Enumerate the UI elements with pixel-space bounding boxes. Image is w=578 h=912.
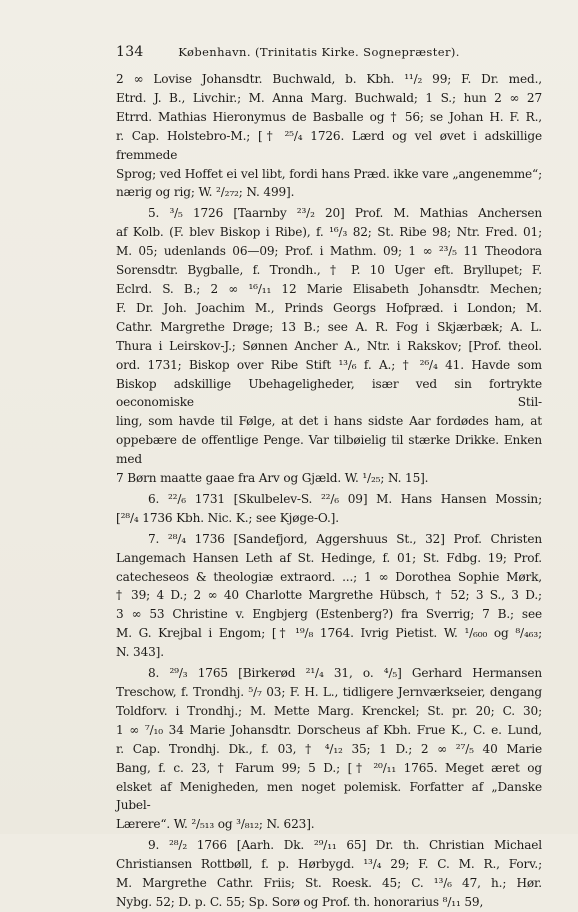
page-number: 134 xyxy=(116,44,144,60)
text-line: Nybg. 52; D. p. C. 55; Sp. Sorø og Prof. th. honorarius ⁸/₁₁ 59, xyxy=(116,894,484,909)
text-line: 7. ²⁸/₄ 1736 [Sandefjord, Aggershuus St., 32] Prof. Christen xyxy=(148,531,542,546)
page-header xyxy=(0,44,578,64)
text-line: Biskop adskillige Ubehageligheder, især ved sin fortrykte oeconomiske Stil- xyxy=(116,376,542,410)
text-line: catecheseos & theologiæ extraord. ...; 1 ∞ Dorothea Sophie Mørk, xyxy=(116,569,542,584)
text-line: Sprog; ved Hoffet ei vel libt, fordi hans Præd. ikke vare „angenemme“; xyxy=(116,166,542,181)
text-line: Eclrd. S. B.; 2 ∞ ¹⁶/₁₁ 12 Marie Elisabeth Johansdtr. Mechen; xyxy=(116,281,542,296)
text-line: elsket af Menigheden, men noget polemisk. Forfatter af „Danske Jubel- xyxy=(116,779,542,813)
text-line: M. Margrethe Cathr. Friis; St. Roesk. 45; C. ¹³/₆ 47, h.; Hør. xyxy=(116,876,542,891)
entry-4 xyxy=(116,530,542,662)
text-line: Etrd. J. B., Livchir.; M. Anna Marg. Buchwald; 1 S.; hun 2 ∞ 27 xyxy=(116,90,542,105)
text-line: Lærere“. W. ²/₅₁₃ og ³/₈₁₂; N. 623]. xyxy=(116,817,315,832)
text-line: oppebære de offentlige Penge. Var tilbøielig til stærke Drikke. Enken med xyxy=(116,433,542,467)
text-line: af Kolb. (F. blev Biskop i Ribe), f. ¹⁶/₃ 82; St. Ribe 98; Ntr. Fred. 01; xyxy=(116,225,542,240)
text-line: [²⁸/₄ 1736 Kbh. Nic. K.; see Kjøge-O.]. xyxy=(116,510,339,525)
text-line: r. Cap. Trondhj. Dk., f. 03, † ⁴/₁₂ 35; 1 D.; 2 ∞ ²⁷/₅ 40 Marie xyxy=(116,741,542,756)
text-line: Etrrd. Mathias Hieronymus de Basballe og † 56; se Johan H. F. R., xyxy=(116,109,542,124)
entry-3 xyxy=(116,490,542,528)
text-line: Thura i Leirskov-J.; Sønnen Ancher A., Ntr. i Rakskov; [Prof. theol. xyxy=(116,338,542,353)
text-line: F. Dr. Joh. Joachim M., Prinds Georgs Hofpræd. i London; M. xyxy=(116,300,542,315)
text-line: 8. ²⁹/₃ 1765 [Birkerød ²¹/₄ 31, o. ⁴/₅] Gerhard Hermansen xyxy=(148,666,542,681)
text-line: ord. 1731; Biskop over Ribe Stift ¹³/₆ f. A.; † ²⁶/₄ 41. Havde som xyxy=(116,357,542,372)
text-line: Treschow, f. Trondhj. ⁵/₇ 03; F. H. L., tidligere Jernværkseier, dengang xyxy=(116,685,542,699)
entry-1 xyxy=(116,70,542,202)
text-line: r. Cap. Holstebro-M.; [† ²⁵/₄ 1726. Lærd og vel øvet i adskillige fremmede xyxy=(116,128,542,162)
text-line: M. 05; udenlands 06—09; Prof. i Mathm. 09; 1 ∞ ²³/₅ 11 Theodora xyxy=(116,244,542,259)
entry-6 xyxy=(116,836,542,912)
text-line: 5. ³/₅ 1726 [Taarnby ²³/₂ 20] Prof. M. Mathias Anchersen xyxy=(148,206,542,221)
text-line: Cathr. Margrethe Drøge; 13 B.; see A. R. Fog i Skjærbæk; A. L. xyxy=(116,319,542,334)
entry-2 xyxy=(116,204,542,488)
text-line: N. 343]. xyxy=(116,645,164,660)
text-line: Sorensdtr. Bygballe, f. Trondh., † P. 10 Uger eft. Bryllupet; F. xyxy=(116,263,542,278)
text-line: 9. ²⁸/₂ 1766 [Aarh. Dk. ²⁹/₁₁ 65] Dr. th. Christian Michael xyxy=(148,838,542,853)
text-line: nærig og rig; W. ²/₂₇₂; N. 499]. xyxy=(116,185,295,200)
text-line: Langemach Hansen Leth af St. Hedinge, f. 01; St. Fdbg. 19; Prof. xyxy=(116,550,542,565)
text-line: † 39; 4 D.; 2 ∞ 40 Charlotte Margrethe Hübsch, † 52; 3 S., 3 D.; xyxy=(116,588,542,603)
text-line: 7 Børn maatte gaae fra Arv og Gjæld. W. ¹/₂₅; N. 15]. xyxy=(116,471,429,486)
entry-5 xyxy=(116,664,542,834)
text-line: 2 ∞ Lovise Johansdtr. Buchwald, b. Kbh. ¹¹/₂ 99; F. Dr. med., xyxy=(116,72,542,86)
text-line: 3 ∞ 53 Christine v. Engbjerg (Estenberg?) fra Sverrig; 7 B.; see xyxy=(116,607,542,622)
text-line: Bang, f. c. 23, † Farum 99; 5 D.; [† ²⁰/₁₁ 1765. Meget æret og xyxy=(116,760,542,775)
page-body xyxy=(116,70,542,912)
text-line: 6. ²²/₆ 1731 [Skulbelev-S. ²²/₆ 09] M. Hans Hansen Mossin; xyxy=(148,491,542,506)
text-line: Christiansen Rottbøll, f. p. Hørbygd. ¹³/₄ 29; F. C. M. R., Forv.; xyxy=(116,857,542,872)
text-line: Toldforv. i Trondhj.; M. Mette Marg. Krenckel; St. pr. 20; C. 30; xyxy=(116,703,542,718)
running-title: København. (Trinitatis Kirke. Sognepræster). xyxy=(178,45,460,59)
text-line: 1 ∞ ⁷/₁₀ 34 Marie Johansdtr. Dorscheus af Kbh. Frue K., C. e. Lund, xyxy=(116,722,542,737)
text-line: ling, som havde til Følge, at det i hans sidste Aar fordødes ham, at xyxy=(116,414,542,429)
text-line: M. G. Krejbal i Engom; [† ¹⁹/₈ 1764. Ivrig Pietist. W. ¹/₆₀₀ og ⁸/₄₆₃; xyxy=(116,626,542,641)
